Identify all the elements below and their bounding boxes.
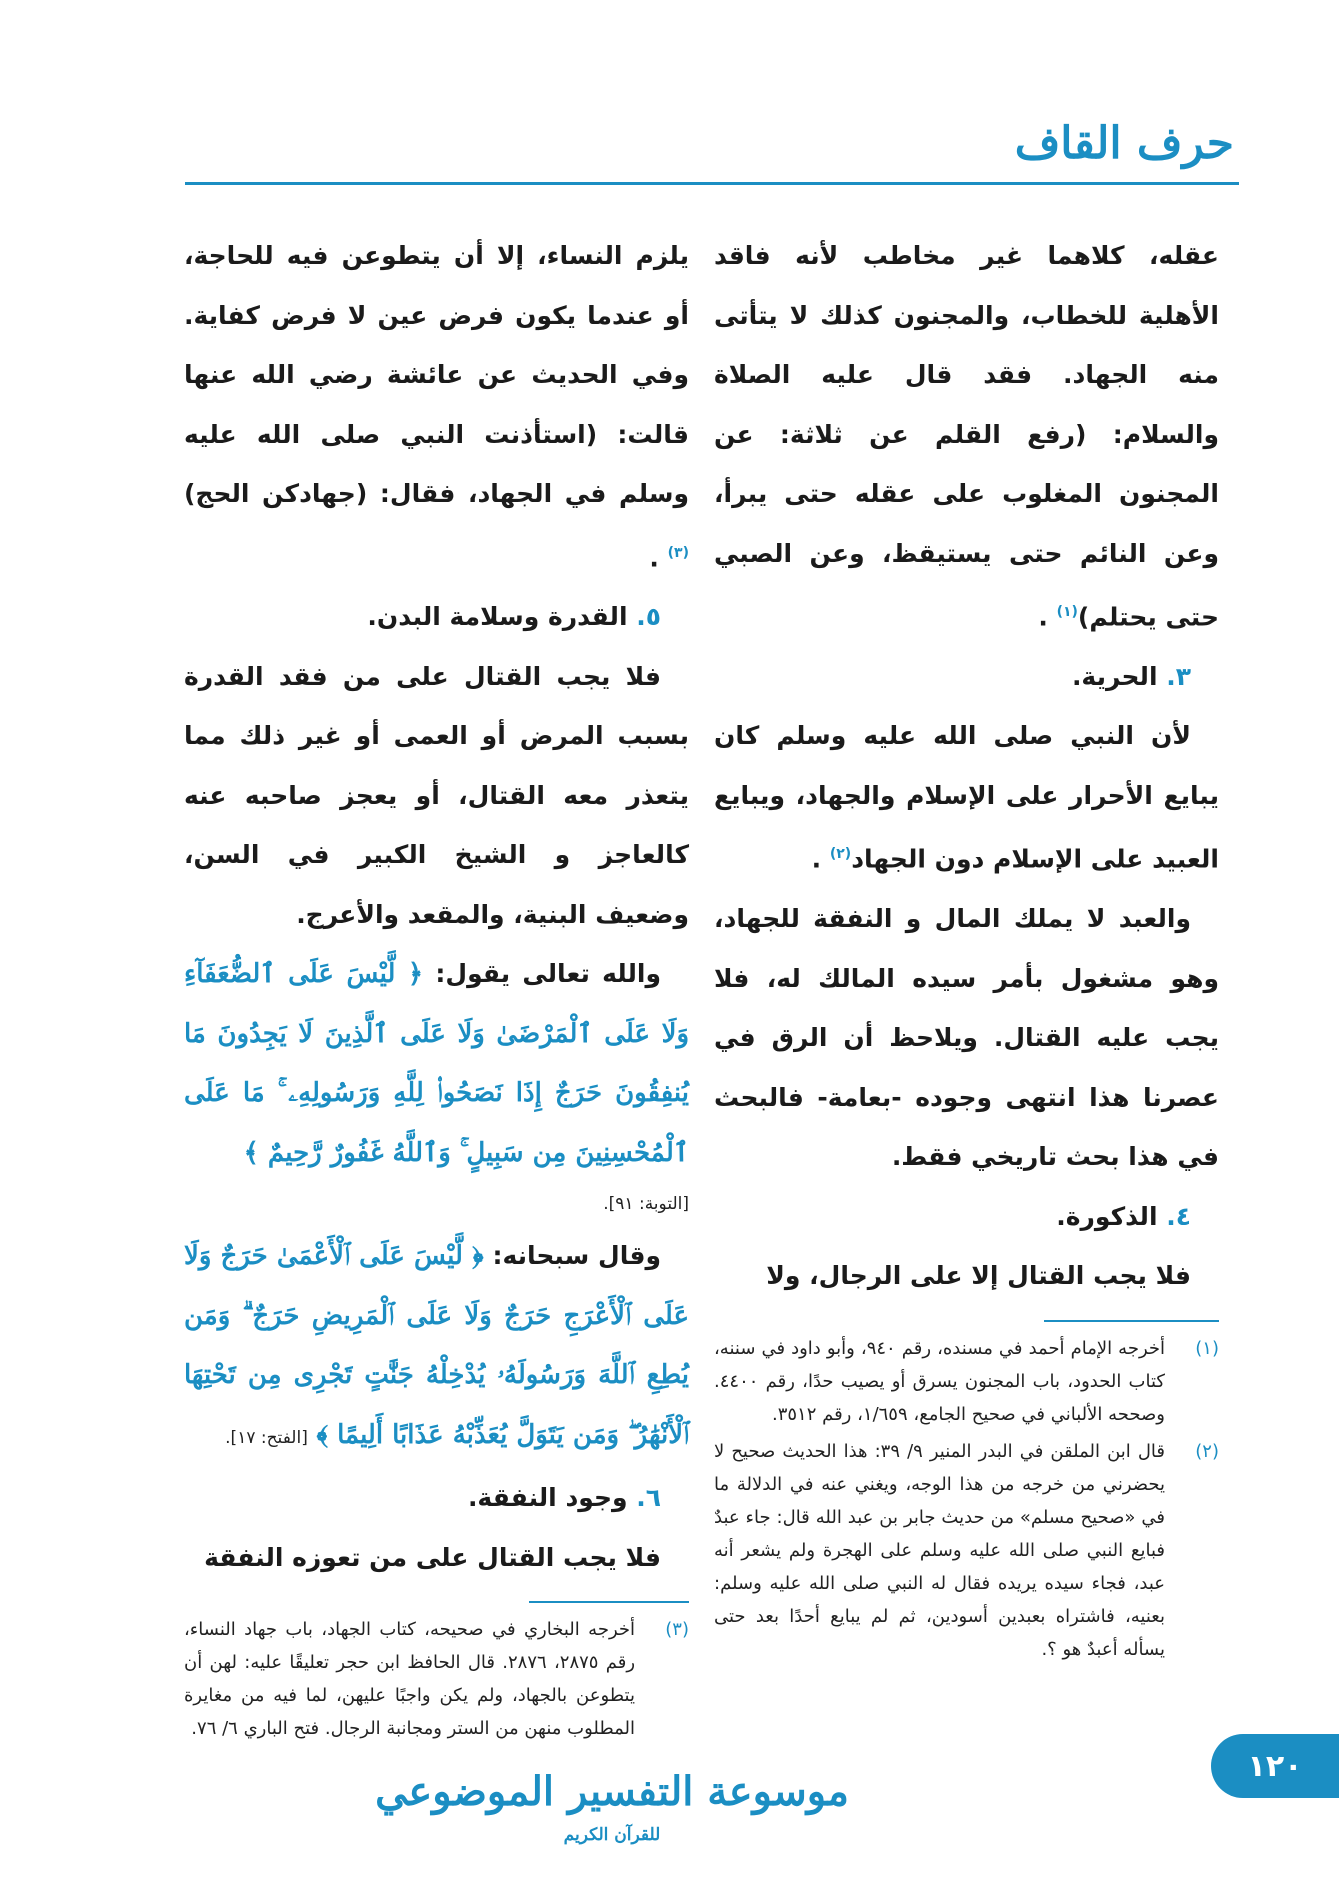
footnote-divider (1044, 1320, 1219, 1322)
page-number: ١٢٠ (1211, 1734, 1339, 1798)
quran-verse-2: ﴿ لَّيْسَ عَلَى ٱلْأَعْمَىٰ حَرَجٌ وَلَا عَلَى ٱلْأَعْرَجِ حَرَجٌ وَلَا عَلَى ٱلْمَرِيضِ حَرَجٌ ۗ وَمَن يُطِعِ ٱللَّهَ وَرَسُولَهُۥ يُدْخِلْهُ جَنَّٰتٍ تَجْرِى مِن تَحْتِهَا ٱلْأَنْهَٰرُ ۖ وَمَن يَتَوَلَّ يُعَذِّبْهُ عَذَابًا أَلِيمًا ﴾ (184, 1241, 689, 1450)
left-paragraph-1: يلزم النساء، إلا أن يتطوعن فيه للحاجة، أو عندما يكون فرض عين لا فرض كفاية. وفي الحديث عن عائشة رضي الله عنها قالت: (استأذنت النبي صلى الله عليه وسلم في الجهاد، فقال: (جهادكن الحج)$^{(٣)}$ . (184, 241, 689, 572)
quran-reference-1: [التوبة: ٩١]. (603, 1194, 689, 1215)
left-paragraph-5: فلا يجب القتال على من تعوزه النفقة (204, 1542, 661, 1572)
right-column (714, 226, 1219, 1670)
left-paragraph-2: فلا يجب القتال على من فقد القدرة بسبب المرض أو العمى أو غير ذلك مما يتعذر معه القتال، أو يعجز صاحبه عنه كالعاجز و الشيخ الكبير في السن، وضعيف البنية، والمقعد والأعرج. (184, 661, 689, 929)
footnote-divider-left (529, 1601, 689, 1603)
left-paragraph-4: وقال سبحانه: ﴿ لَّيْسَ عَلَى ٱلْأَعْمَىٰ حَرَجٌ وَلَا عَلَى ٱلْأَعْرَجِ حَرَجٌ وَلَا عَلَى ٱلْمَرِيضِ حَرَجٌ ۗ وَمَن يُطِعِ ٱللَّهَ وَرَسُولَهُۥ يُدْخِلْهُ جَنَّٰتٍ تَجْرِى مِن تَحْتِهَا ٱلْأَنْهَٰرُ ۖ وَمَن يَتَوَلَّ يُعَذِّبْهُ عَذَابًا أَلِيمًا ﴾ [الفتح: ١٧]. (184, 1241, 689, 1450)
right-paragraph-2: لأن النبي صلى الله عليه وسلم كان يبايع الأحرار على الإسلام والجهاد، ويبايع العبيد على الإسلام دون الجهاد$^{(٢)}$ . (714, 721, 1219, 874)
chapter-title: حرف القاف (1014, 118, 1234, 169)
quran-verse-1: ﴿ لَّيْسَ عَلَى ٱلضُّعَفَآءِ وَلَا عَلَى ٱلْمَرْضَىٰ وَلَا عَلَى ٱلَّذِينَ لَا يَجِدُونَ مَا يُنفِقُونَ حَرَجٌ إِذَا نَصَحُوا۟ لِلَّهِ وَرَسُولِهِۦ ۚ مَا عَلَى ٱلْمُحْسِنِينَ مِن سَبِيلٍ ۚ وَٱللَّهُ غَفُورٌ رَّحِيمٌ ﴾ (184, 959, 689, 1168)
section-heading-6: ٦. وجود النفقة. (467, 1483, 661, 1513)
left-paragraph-3: والله تعالى يقول: ﴿ لَّيْسَ عَلَى ٱلضُّعَفَآءِ وَلَا عَلَى ٱلْمَرْضَىٰ وَلَا عَلَى ٱلَّذِينَ لَا يَجِدُونَ مَا يُنفِقُونَ حَرَجٌ إِذَا نَصَحُوا۟ لِلَّهِ وَرَسُولِهِۦ ۚ مَا عَلَى ٱلْمُحْسِنِينَ مِن سَبِيلٍ ۚ وَٱللَّهُ غَفُورٌ رَّحِيمٌ ﴾ (184, 959, 689, 1168)
right-paragraph-1: عقله، كلاهما غير مخاطب لأنه فاقد الأهلية للخطاب، والمجنون كذلك لا يتأتى منه الجهاد. فقد قال عليه الصلاة والسلام: (رفع القلم عن ثلاثة: عن المجنون المغلوب على عقله حتى يبرأ، وعن النائم حتى يستيقظ، وعن الصبي حتى يحتلم)$^{(١)}$ . (714, 241, 1219, 632)
footnote-3: (٣) أخرجه البخاري في صحيحه، كتاب الجهاد، باب جهاد النساء، رقم ٢٨٧٥، ٢٨٧٦. قال الحافظ ابن حجر تعليقًا عليه: لهن أن يتطوعن بالجهاد، ولم يكن واجبًا عليهن، لما فيه من مغايرة المطلوب منهن من الستر ومجانبة الرجال. فتح الباري ٦/ ٧٦. (184, 1619, 689, 1740)
footnotes-left (184, 1613, 689, 1745)
section-heading-3: ٣. الحرية. (1071, 661, 1191, 691)
quran-reference-2: [الفتح: ١٧]. (225, 1427, 308, 1448)
footnote-ref-3[interactable]: (٣) (667, 544, 689, 561)
footnote-ref-1[interactable]: (١) (1056, 604, 1078, 620)
footnote-1: (١) أخرجه الإمام أحمد في مسنده، رقم ٩٤٠، وأبو داود في سننه، كتاب الحدود، باب المجنون يسرق أو يصيب حدًا، رقم ٤٤٠٠. وصححه الألباني في صحيح الجامع، ١/٦٥٩، رقم ٣٥١٢. (714, 1337, 1219, 1425)
section-heading-4: ٤. الذكورة. (1056, 1201, 1191, 1231)
section-heading-5: ٥. القدرة وسلامة البدن. (367, 602, 661, 632)
right-paragraph-3: والعبد لا يملك المال و النفقة للجهاد، وهو مشغول بأمر سيده المالك له، فلا يجب عليه القتال. ويلاحظ أن الرق في عصرنا هذا انتهى وجوده -بعامة- فالبحث في هذا بحث تاريخي فقط. (714, 904, 1219, 1172)
header-divider (185, 182, 1239, 185)
footnote-ref-2[interactable]: (٢) (829, 846, 852, 863)
right-paragraph-4: فلا يجب القتال إلا على الرجال، ولا (766, 1261, 1191, 1291)
footnotes-right (714, 1332, 1219, 1666)
footnote-2: (٢) قال ابن الملقن في البدر المنير ٩/ ٣٩: هذا الحديث صحيح لا يحضرني من خرجه من هذا الوجه، ويغني عنه في الدلالة ما في «صحيح مسلم» من حديث جابر بن عبد الله قال: جاء عبدٌ فبايع النبي صلى الله عليه وسلم على الهجرة ولم يشعر أنه عبد، فجاء سيده يريده فقال له النبي صلى الله عليه وسلم: بعنيه، فاشتراه بعبدين أسودين، ثم لم يبايع أحدًا بعد حتى يسأله أعبدٌ هو ؟. (714, 1440, 1219, 1660)
encyclopedia-logo: موسوعة التفسير الموضوعي للقرآن الكريم (375, 1768, 849, 1845)
left-column (184, 226, 689, 1749)
